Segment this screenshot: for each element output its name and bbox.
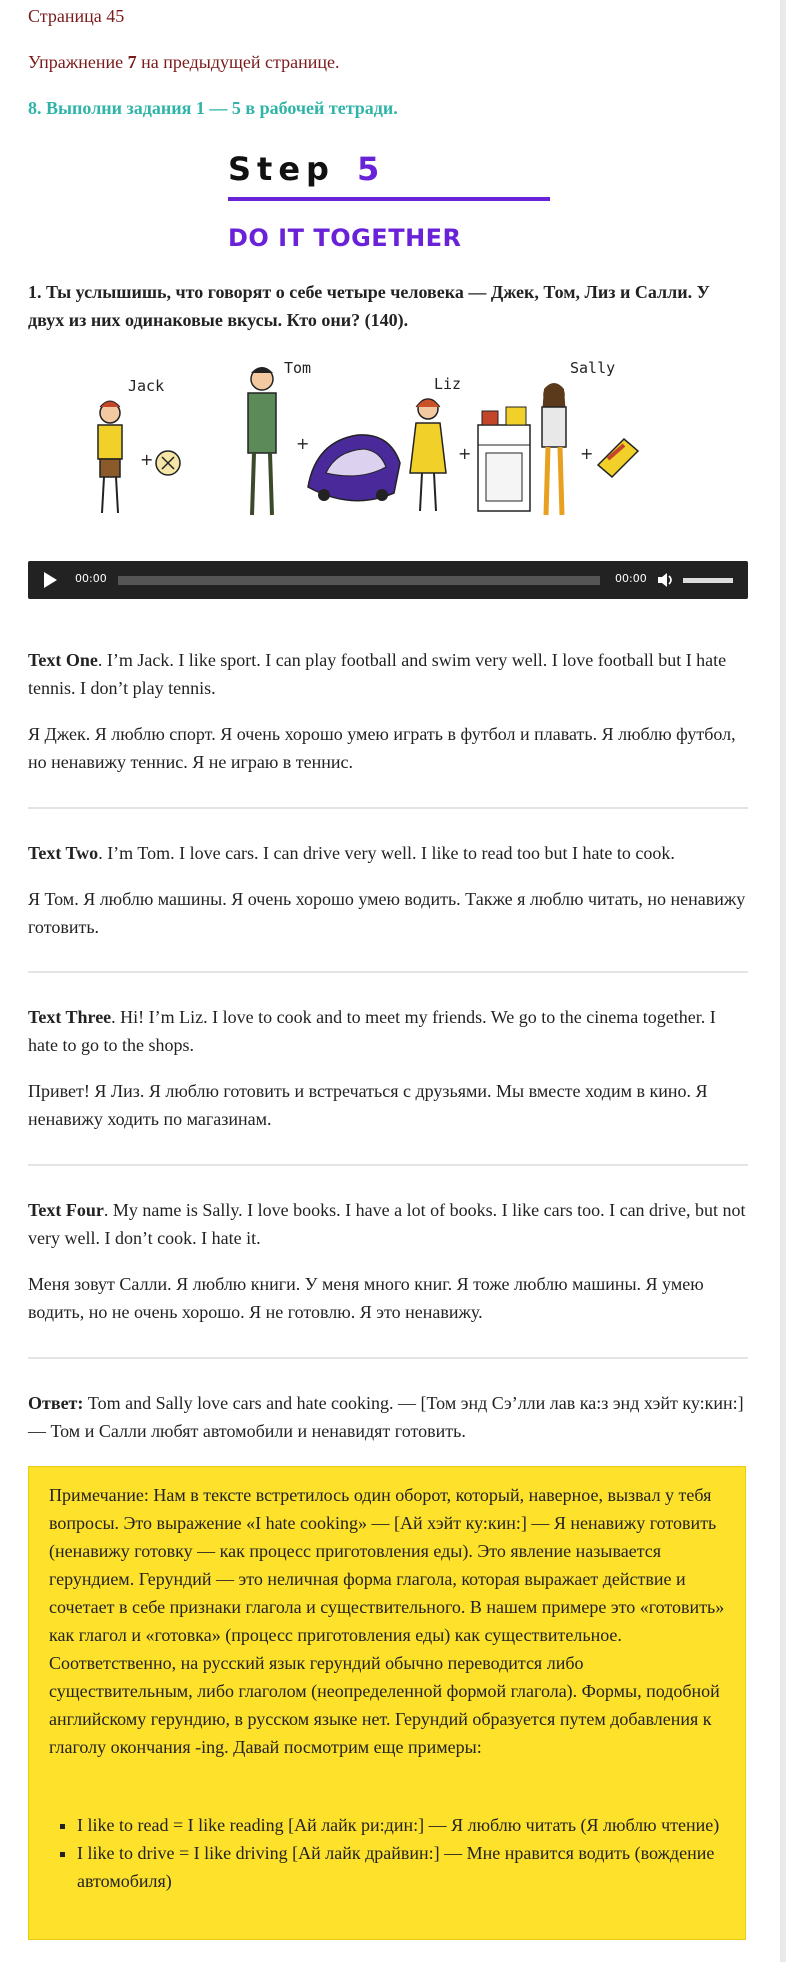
audio-duration: 00:00 bbox=[615, 572, 647, 585]
exercise-8-heading: 8. Выполни задания 1 — 5 в рабочей тетради. bbox=[28, 98, 398, 118]
scrollbar-rail[interactable] bbox=[780, 0, 786, 1962]
illustration-label-liz: Liz bbox=[434, 375, 462, 393]
exercise-7-note bbox=[28, 48, 748, 76]
illustration-label-sally: Sally bbox=[570, 359, 616, 377]
divider bbox=[28, 971, 748, 973]
characters-illustration bbox=[90, 355, 690, 535]
audio-progress-track[interactable] bbox=[118, 576, 600, 585]
exercise-7-before: Упражнение bbox=[28, 52, 128, 72]
step-subtitle: DO IT TOGETHER bbox=[228, 224, 462, 252]
audio-player[interactable] bbox=[28, 561, 748, 599]
text-two-english bbox=[28, 839, 748, 867]
text-four-body: . My name is Sally. I love books. I have a lot of books. I like cars too. I can drive, but not very well. I don’t cook. I hate it. bbox=[28, 1200, 746, 1248]
text-two-title: Text Two bbox=[28, 843, 99, 863]
grammar-note-box bbox=[28, 1466, 746, 1940]
list-item: ▪ I like to drive = I like driving [Ай лайк драйвин:] — Мне нравится водить (вождение автомобиля) bbox=[77, 1839, 757, 1895]
plus-sign-4: + bbox=[580, 444, 594, 463]
tom-figure bbox=[248, 367, 276, 515]
text-four-russian: Меня зовут Салли. Я люблю книги. У меня много книг. Я тоже люблю машины. Я умею водить, но не очень хорошо. Я не готовлю. Я это ненавижу. bbox=[28, 1274, 704, 1322]
text-one-english bbox=[28, 646, 748, 702]
step-word: Step bbox=[228, 150, 335, 188]
grammar-note-text: Примечание: Нам в тексте встретилось один оборот, который, наверное, вызвал у тебя вопросы. Это выражение «I hate cooking» — [Ай хэйт ку:кин:] — Я ненавижу готовить (ненавижу готовку — как процесс приготовления еды). Это явление называется герундием. Герундий — это неличная форма глагола, которая выражает действие и сочетает в себе признаки глагола и существительного. В нашем примере это «готовить» как глагол и «готовка» (процесс приготовления еды) как существительное. Соответственно, на русский язык герундий обычно переводится либо существительным, либо глаголом (неопределенной формой глагола). Формы, подобной английскому герундию, в русском языке нет. Герундий образуется путем добавления к глаголу окончания -ing. Давай посмотрим еще примеры: bbox=[49, 1485, 725, 1757]
divider bbox=[28, 1164, 748, 1166]
stove-icon bbox=[478, 407, 530, 511]
answer-label: Ответ: bbox=[28, 1393, 84, 1413]
plus-sign-3: + bbox=[458, 444, 472, 463]
car-icon bbox=[308, 435, 400, 501]
jack-figure bbox=[98, 401, 122, 513]
page-number: Страница 45 bbox=[28, 6, 125, 26]
liz-figure bbox=[410, 399, 446, 511]
exercise-7-after: на предыдущей странице. bbox=[136, 52, 340, 72]
plus-sign-1: + bbox=[140, 450, 154, 469]
step-banner bbox=[228, 150, 558, 260]
exercise-7-number: 7 bbox=[127, 52, 137, 72]
gerund-examples-list bbox=[49, 1811, 757, 1895]
task-1-instruction: 1. Ты услышишь, что говорят о себе четыре человека — Джек, Том, Лиз и Салли. У двух из них одинаковые вкусы. Кто они? (140). bbox=[28, 282, 710, 330]
text-three-title: Text Three bbox=[28, 1007, 112, 1027]
text-four-english bbox=[28, 1196, 748, 1252]
text-three-english bbox=[28, 1003, 748, 1059]
list-item: ▪ I like to read = I like reading [Ай лайк ри:дин:] — Я люблю читать (Я люблю чтение) bbox=[77, 1811, 757, 1839]
text-two-body: . I’m Tom. I love cars. I can drive very well. I like to read too but I hate to cook. bbox=[98, 843, 675, 863]
volume-icon[interactable] bbox=[656, 571, 676, 589]
text-three-body: . Hi! I’m Liz. I love to cook and to meet my friends. We go to the cinema together. I hate to go to the shops. bbox=[28, 1007, 716, 1055]
illustration-label-tom: Tom bbox=[284, 359, 312, 377]
answer-text: Tom and Sally love cars and hate cooking. — [Том энд Сэ’лли лав ка:з энд хэйт ку:кин:] — Том и Салли любят автомобили и ненавидят готовить. bbox=[28, 1393, 744, 1441]
text-two-russian: Я Том. Я люблю машины. Я очень хорошо умею водить. Также я люблю читать, но ненавижу готовить. bbox=[28, 889, 746, 937]
play-icon[interactable] bbox=[44, 572, 57, 588]
sally-figure bbox=[542, 383, 566, 515]
step-number: 5 bbox=[356, 150, 386, 188]
step-title bbox=[228, 150, 385, 188]
step-underline bbox=[228, 197, 550, 201]
text-one-russian: Я Джек. Я люблю спорт. Я очень хорошо умею играть в футбол и плавать. Я люблю футбол, но ненавижу теннис. Я не играю в теннис. bbox=[28, 724, 736, 772]
text-three-russian: Привет! Я Лиз. Я люблю готовить и встречаться с друзьями. Мы вместе ходим в кино. Я ненавижу ходить по магазинам. bbox=[28, 1081, 708, 1129]
text-one-title: Text One bbox=[28, 650, 98, 670]
football-icon bbox=[156, 451, 180, 475]
volume-slider[interactable] bbox=[683, 578, 733, 583]
divider bbox=[28, 807, 748, 809]
text-one-body: . I’m Jack. I like sport. I can play football and swim very well. I love football but I hate tennis. I don’t play tennis. bbox=[28, 650, 727, 698]
audio-current-time: 00:00 bbox=[75, 572, 107, 585]
plus-sign-2: + bbox=[296, 434, 310, 453]
book-icon bbox=[598, 439, 638, 477]
illustration-label-jack: Jack bbox=[128, 377, 165, 395]
text-four-title: Text Four bbox=[28, 1200, 104, 1220]
divider bbox=[28, 1357, 748, 1359]
answer bbox=[28, 1389, 748, 1445]
